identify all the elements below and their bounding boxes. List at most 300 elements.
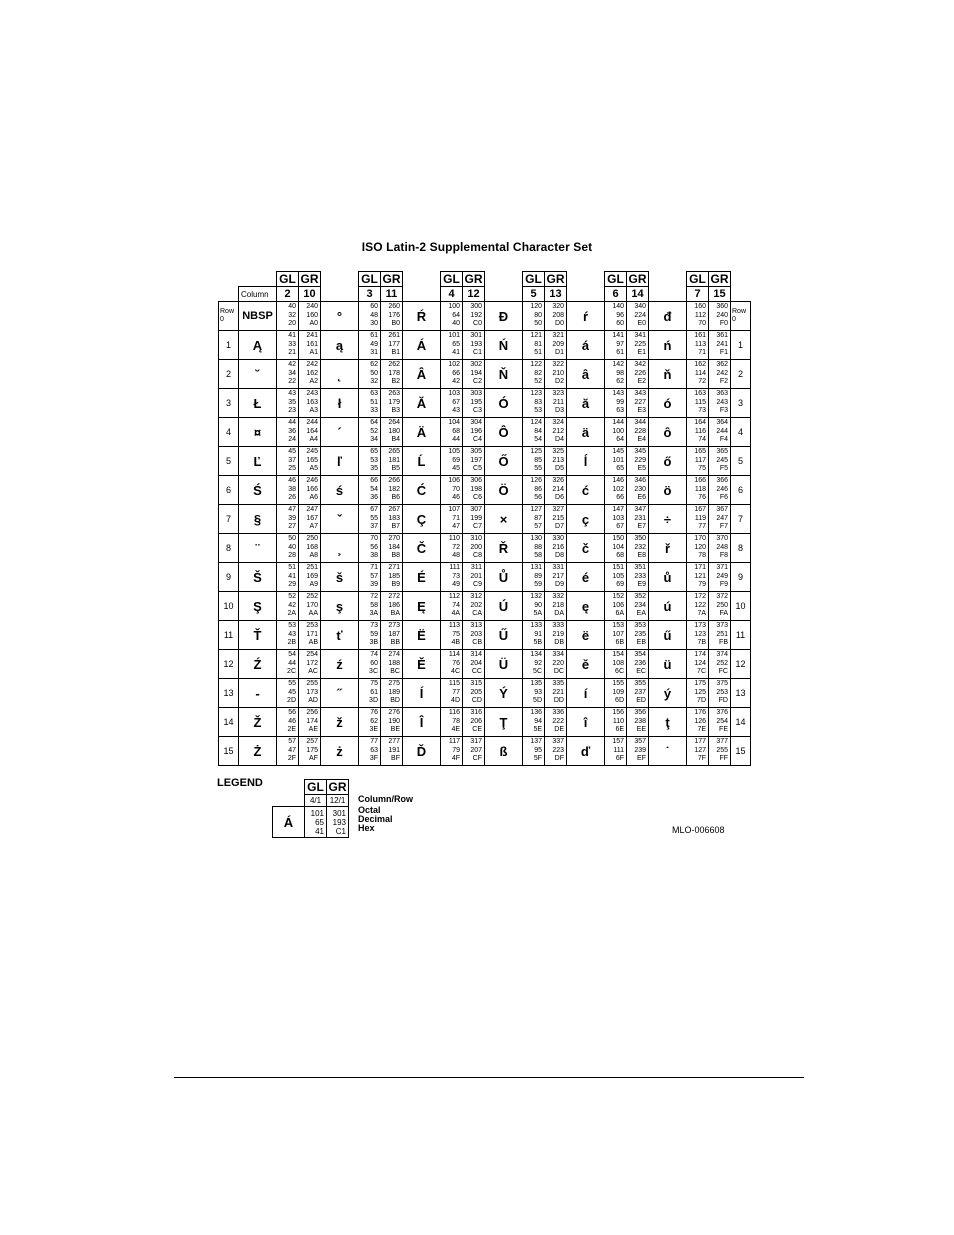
gr-column-number: 10	[299, 287, 321, 302]
gr-code: 351 233 E9	[627, 563, 649, 592]
gl-code: 44 36 24	[277, 418, 299, 447]
character-glyph: Ů	[485, 563, 523, 592]
header-blank	[403, 272, 441, 287]
table-row	[219, 331, 751, 360]
gl-code: 66 54 36	[359, 476, 381, 505]
gr-code: 326 214 D6	[545, 476, 567, 505]
character-glyph: Á	[403, 331, 441, 360]
gr-header: GR	[300, 272, 319, 286]
table-row	[219, 679, 751, 708]
character-glyph: §	[239, 505, 277, 534]
gl-code: 114 76 4C	[441, 650, 463, 679]
gr-code: 277 191 BF	[381, 737, 403, 766]
gr-code: 304 196 C4	[463, 418, 485, 447]
gr-code: 363 243 F3	[709, 389, 731, 418]
gr-code: 260 176 B0	[381, 302, 403, 331]
gl-code: 170 120 78	[687, 534, 709, 563]
gl-code: 167 119 77	[687, 505, 709, 534]
row-number-right: 3	[731, 389, 751, 418]
gr-code: 345 229 E5	[627, 447, 649, 476]
row-number-left: 9	[219, 563, 239, 592]
gl-code: 112 74 4A	[441, 592, 463, 621]
figure-id: MLO-006608	[672, 825, 725, 835]
header-blank	[731, 287, 751, 302]
gr-code: 300 192 C0	[463, 302, 485, 331]
gr-code: 266 182 B6	[381, 476, 403, 505]
character-glyph: Ő	[485, 447, 523, 476]
gr-column-number: 11	[381, 287, 403, 302]
character-glyph: Ř	[485, 534, 523, 563]
gr-code: 247 167 A7	[299, 505, 321, 534]
row-number-right: 7	[731, 505, 751, 534]
character-glyph: ş	[321, 592, 359, 621]
gl-code: 105 69 45	[441, 447, 463, 476]
gl-code: 160 112 70	[687, 302, 709, 331]
gr-code: 301 193 C1	[463, 331, 485, 360]
gl-code: 54 44 2C	[277, 650, 299, 679]
gr-header: GR	[546, 272, 565, 286]
gr-column-number: 15	[709, 287, 731, 302]
gr-code: 256 174 AE	[299, 708, 321, 737]
legend-label-decimal: Decimal	[358, 814, 393, 824]
character-glyph: Í	[403, 679, 441, 708]
character-glyph: Ą	[239, 331, 277, 360]
gr-code: 331 217 D9	[545, 563, 567, 592]
gr-code: 360 240 F0	[709, 302, 731, 331]
character-glyph: ĺ	[567, 447, 605, 476]
gr-code: 265 181 B5	[381, 447, 403, 476]
character-glyph: ő	[649, 447, 687, 476]
gl-code: 57 47 2F	[277, 737, 299, 766]
gl-code: 46 38 26	[277, 476, 299, 505]
gr-code: 241 161 A1	[299, 331, 321, 360]
gr-code: 242 162 A2	[299, 360, 321, 389]
character-glyph: ú	[649, 592, 687, 621]
table-row	[219, 621, 751, 650]
character-glyph: ß	[485, 737, 523, 766]
character-glyph: ű	[649, 621, 687, 650]
gr-code: 254 172 AC	[299, 650, 321, 679]
gr-code: 357 239 EF	[627, 737, 649, 766]
gr-code: 337 223 DF	[545, 737, 567, 766]
gr-code: 373 251 FB	[709, 621, 731, 650]
gr-code: 371 249 F9	[709, 563, 731, 592]
legend-gr-header: GR	[328, 780, 347, 794]
gr-code: 305 197 C5	[463, 447, 485, 476]
legend-label-column-row: Column/Row	[358, 794, 413, 804]
row-number-left: Row 0	[219, 302, 239, 331]
gl-code: 65 53 35	[359, 447, 381, 476]
row-number-right: 4	[731, 418, 751, 447]
character-glyph: Ź	[239, 650, 277, 679]
character-glyph: á	[567, 331, 605, 360]
gr-code: 307 199 C7	[463, 505, 485, 534]
gr-code: 364 244 F4	[709, 418, 731, 447]
character-glyph: ö	[649, 476, 687, 505]
character-glyph: Ţ	[485, 708, 523, 737]
gr-code: 274 188 BC	[381, 650, 403, 679]
gl-code: 41 33 21	[277, 331, 299, 360]
gl-header: GL	[605, 272, 627, 287]
character-glyph: î	[567, 708, 605, 737]
table-row	[219, 360, 751, 389]
row-number-left: 7	[219, 505, 239, 534]
character-glyph: °	[321, 302, 359, 331]
character-glyph: ¨	[239, 534, 277, 563]
character-glyph: Ć	[403, 476, 441, 505]
gr-code: 372 250 FA	[709, 592, 731, 621]
character-glyph: ć	[567, 476, 605, 505]
character-glyph: Ó	[485, 389, 523, 418]
character-glyph: Î	[403, 708, 441, 737]
table-row	[219, 505, 751, 534]
character-glyph: ŕ	[567, 302, 605, 331]
character-glyph: ë	[567, 621, 605, 650]
gl-code: 51 41 29	[277, 563, 299, 592]
gl-code: 60 48 30	[359, 302, 381, 331]
gr-code: 320 208 D0	[545, 302, 567, 331]
legend-blank	[273, 780, 305, 795]
gr-code: 252 170 AA	[299, 592, 321, 621]
header-blank	[219, 287, 239, 302]
row-number-right: Row 0	[731, 302, 751, 331]
gr-code: 327 215 D7	[545, 505, 567, 534]
gl-code: 123 83 53	[523, 389, 545, 418]
gr-code: 240 160 A0	[299, 302, 321, 331]
gl-code: 137 95 5F	[523, 737, 545, 766]
gr-code: 310 200 C8	[463, 534, 485, 563]
row-number-left: 8	[219, 534, 239, 563]
gr-code: 347 231 E7	[627, 505, 649, 534]
table-row	[219, 708, 751, 737]
character-glyph: ˘	[239, 360, 277, 389]
gl-code: 175 125 7D	[687, 679, 709, 708]
gr-code: 246 166 A6	[299, 476, 321, 505]
gl-code: 75 61 3D	[359, 679, 381, 708]
gl-code: 134 92 5C	[523, 650, 545, 679]
row-number-left: 3	[219, 389, 239, 418]
row-number-left: 5	[219, 447, 239, 476]
gl-code: 152 106 6A	[605, 592, 627, 621]
gr-code: 365 245 F5	[709, 447, 731, 476]
table-row	[219, 592, 751, 621]
chart-title: ISO Latin-2 Supplemental Character Set	[361, 240, 593, 254]
gr-code: 315 205 CD	[463, 679, 485, 708]
character-glyph: Š	[239, 563, 277, 592]
gl-code: 145 101 65	[605, 447, 627, 476]
gl-code: 130 88 58	[523, 534, 545, 563]
gl-code: 146 102 66	[605, 476, 627, 505]
gl-code: 106 70 46	[441, 476, 463, 505]
gr-code: 352 234 EA	[627, 592, 649, 621]
gl-code: 61 49 31	[359, 331, 381, 360]
character-glyph: ó	[649, 389, 687, 418]
gl-code: 126 86 56	[523, 476, 545, 505]
header-blank	[649, 287, 687, 302]
gl-code: 47 39 27	[277, 505, 299, 534]
gl-code: 72 58 3A	[359, 592, 381, 621]
gl-code: 135 93 5D	[523, 679, 545, 708]
character-glyph: Ś	[239, 476, 277, 505]
row-number-right: 9	[731, 563, 751, 592]
gr-code: 316 206 CE	[463, 708, 485, 737]
gl-code: 45 37 25	[277, 447, 299, 476]
gr-code: 312 202 CA	[463, 592, 485, 621]
gl-code: 74 60 3C	[359, 650, 381, 679]
gr-code: 375 253 FD	[709, 679, 731, 708]
gl-code: 142 98 62	[605, 360, 627, 389]
character-glyph: Č	[403, 534, 441, 563]
character-glyph: Ú	[485, 592, 523, 621]
row-number-left: 4	[219, 418, 239, 447]
character-glyph: É	[403, 563, 441, 592]
character-glyph: ä	[567, 418, 605, 447]
character-glyph: ř	[649, 534, 687, 563]
gr-code: 346 230 E6	[627, 476, 649, 505]
character-glyph: Ž	[239, 708, 277, 737]
gr-code: 330 216 D8	[545, 534, 567, 563]
row-number-right: 12	[731, 650, 751, 679]
gl-code: 156 110 6E	[605, 708, 627, 737]
gr-code: 263 179 B3	[381, 389, 403, 418]
gr-header: GR	[710, 272, 729, 286]
table-row	[219, 447, 751, 476]
gl-code: 121 81 51	[523, 331, 545, 360]
row-number-right: 5	[731, 447, 751, 476]
row-number-right: 13	[731, 679, 751, 708]
character-glyph: ě	[567, 650, 605, 679]
gr-code: 333 219 DB	[545, 621, 567, 650]
gl-code: 76 62 3E	[359, 708, 381, 737]
character-glyph: ž	[321, 708, 359, 737]
gl-code: 104 68 44	[441, 418, 463, 447]
gl-code: 50 40 28	[277, 534, 299, 563]
character-glyph: ˝	[321, 679, 359, 708]
gr-column-number: 14	[627, 287, 649, 302]
gl-code: 107 71 47	[441, 505, 463, 534]
character-glyph: ´	[321, 418, 359, 447]
gl-code: 56 46 2E	[277, 708, 299, 737]
character-glyph: Ü	[485, 650, 523, 679]
table-row	[219, 534, 751, 563]
gl-code: 63 51 33	[359, 389, 381, 418]
legend-label-hex: Hex	[358, 823, 375, 833]
gl-code: 171 121 79	[687, 563, 709, 592]
gr-code: 332 218 DA	[545, 592, 567, 621]
row-number-left: 13	[219, 679, 239, 708]
gl-header: GL	[523, 272, 545, 287]
gr-code: 273 187 BB	[381, 621, 403, 650]
gl-code: 143 99 63	[605, 389, 627, 418]
character-glyph: ď	[567, 737, 605, 766]
character-glyph: š	[321, 563, 359, 592]
gr-code: 302 194 C2	[463, 360, 485, 389]
header-blank	[567, 287, 605, 302]
gr-header: GR	[628, 272, 647, 286]
character-glyph: Ď	[403, 737, 441, 766]
header-blank	[485, 272, 523, 287]
gr-code: 272 186 BA	[381, 592, 403, 621]
gl-code: 73 59 3B	[359, 621, 381, 650]
row-number-right: 15	[731, 737, 751, 766]
character-glyph: Ă	[403, 389, 441, 418]
character-glyph: č	[567, 534, 605, 563]
gl-code: 174 124 7C	[687, 650, 709, 679]
gl-code: 164 116 74	[687, 418, 709, 447]
legend-gr-code: 301 193 C1	[327, 807, 349, 838]
table-row	[219, 563, 751, 592]
gr-code: 354 236 EC	[627, 650, 649, 679]
character-glyph: Ż	[239, 737, 277, 766]
table-row	[219, 650, 751, 679]
gr-code: 244 164 A4	[299, 418, 321, 447]
gl-code: 131 89 59	[523, 563, 545, 592]
gl-code: 162 114 72	[687, 360, 709, 389]
gl-code: 122 82 52	[523, 360, 545, 389]
row-number-right: 8	[731, 534, 751, 563]
legend-blank	[273, 795, 305, 807]
gr-code: 243 163 A3	[299, 389, 321, 418]
gr-column-number: 13	[545, 287, 567, 302]
gl-code: 144 100 64	[605, 418, 627, 447]
legend-title: LEGEND	[217, 777, 263, 789]
gl-code: 117 79 4F	[441, 737, 463, 766]
character-glyph: ń	[649, 331, 687, 360]
legend-gr-column-row: 12/1	[327, 795, 349, 807]
gr-code: 276 190 BE	[381, 708, 403, 737]
gl-code: 153 107 6B	[605, 621, 627, 650]
character-glyph: ô	[649, 418, 687, 447]
row-number-right: 11	[731, 621, 751, 650]
character-glyph: Ľ	[239, 447, 277, 476]
gl-code: 176 126 7E	[687, 708, 709, 737]
gr-code: 336 222 DE	[545, 708, 567, 737]
gl-code: 132 90 5A	[523, 592, 545, 621]
gl-code: 53 43 2B	[277, 621, 299, 650]
gl-header: GL	[441, 272, 463, 287]
character-glyph: Ť	[239, 621, 277, 650]
gr-code: 321 209 D1	[545, 331, 567, 360]
gl-code: 173 123 7B	[687, 621, 709, 650]
gl-column-number: 7	[687, 287, 709, 302]
character-glyph: Ń	[485, 331, 523, 360]
gr-code: 262 178 B2	[381, 360, 403, 389]
legend-label-octal: Octal	[358, 805, 381, 815]
character-glyph: ź	[321, 650, 359, 679]
character-glyph: Ł	[239, 389, 277, 418]
gl-code: 67 55 37	[359, 505, 381, 534]
gr-code: 325 213 D5	[545, 447, 567, 476]
legend-table	[272, 779, 349, 838]
character-glyph: ×	[485, 505, 523, 534]
header-blank	[403, 287, 441, 302]
gr-code: 306 198 C6	[463, 476, 485, 505]
row-number-left: 1	[219, 331, 239, 360]
gr-code: 340 224 E0	[627, 302, 649, 331]
gr-code: 250 168 A8	[299, 534, 321, 563]
character-glyph: Ŕ	[403, 302, 441, 331]
character-glyph: ľ	[321, 447, 359, 476]
gr-code: 362 242 F2	[709, 360, 731, 389]
gl-code: 55 45 2D	[277, 679, 299, 708]
row-number-right: 6	[731, 476, 751, 505]
character-glyph: ¤	[239, 418, 277, 447]
gl-code: 151 105 69	[605, 563, 627, 592]
gl-code: 103 67 43	[441, 389, 463, 418]
row-number-left: 6	[219, 476, 239, 505]
character-glyph: Đ	[485, 302, 523, 331]
character-glyph: ÷	[649, 505, 687, 534]
gr-code: 257 175 AF	[299, 737, 321, 766]
header-blank	[219, 272, 239, 287]
gr-code: 317 207 CF	[463, 737, 485, 766]
row-number-left: 15	[219, 737, 239, 766]
gr-code: 353 235 EB	[627, 621, 649, 650]
character-glyph: Â	[403, 360, 441, 389]
gl-code: 161 113 71	[687, 331, 709, 360]
row-number-right: 1	[731, 331, 751, 360]
table-row	[219, 389, 751, 418]
character-glyph: -	[239, 679, 277, 708]
gl-code: 172 122 7A	[687, 592, 709, 621]
character-glyph: Ä	[403, 418, 441, 447]
gl-column-number: 5	[523, 287, 545, 302]
gr-code: 245 165 A5	[299, 447, 321, 476]
gl-header: GL	[359, 272, 381, 287]
gr-code: 267 183 B7	[381, 505, 403, 534]
gr-code: 335 221 DD	[545, 679, 567, 708]
character-glyph: í	[567, 679, 605, 708]
gr-code: 270 184 B8	[381, 534, 403, 563]
gl-code: 127 87 57	[523, 505, 545, 534]
gr-code: 366 246 F6	[709, 476, 731, 505]
gr-code: 251 169 A9	[299, 563, 321, 592]
gl-header: GL	[277, 272, 299, 287]
gl-code: 115 77 4D	[441, 679, 463, 708]
gl-code: 141 97 61	[605, 331, 627, 360]
character-glyph: Ç	[403, 505, 441, 534]
legend-gl-column-row: 4/1	[305, 795, 327, 807]
character-glyph: ň	[649, 360, 687, 389]
gr-code: 377 255 FF	[709, 737, 731, 766]
gr-code: 255 173 AD	[299, 679, 321, 708]
character-glyph: ü	[649, 650, 687, 679]
character-glyph: Ě	[403, 650, 441, 679]
gl-code: 177 127 7F	[687, 737, 709, 766]
character-glyph: Ş	[239, 592, 277, 621]
legend-gl-header: GL	[305, 780, 327, 795]
character-glyph: Ö	[485, 476, 523, 505]
gr-code: 261 177 B1	[381, 331, 403, 360]
gl-code: 165 117 75	[687, 447, 709, 476]
gr-code: 341 225 E1	[627, 331, 649, 360]
character-glyph: Ĺ	[403, 447, 441, 476]
header-blank	[567, 272, 605, 287]
table-row	[219, 302, 751, 331]
gl-column-number: 4	[441, 287, 463, 302]
header-blank	[321, 287, 359, 302]
character-glyph: Ý	[485, 679, 523, 708]
gr-code: 314 204 CC	[463, 650, 485, 679]
table-row	[219, 418, 751, 447]
gl-column-number: 3	[359, 287, 381, 302]
gl-code: 124 84 54	[523, 418, 545, 447]
character-glyph: ł	[321, 389, 359, 418]
character-glyph: Ë	[403, 621, 441, 650]
gl-code: 64 52 34	[359, 418, 381, 447]
character-glyph: Ę	[403, 592, 441, 621]
gl-code: 62 50 32	[359, 360, 381, 389]
